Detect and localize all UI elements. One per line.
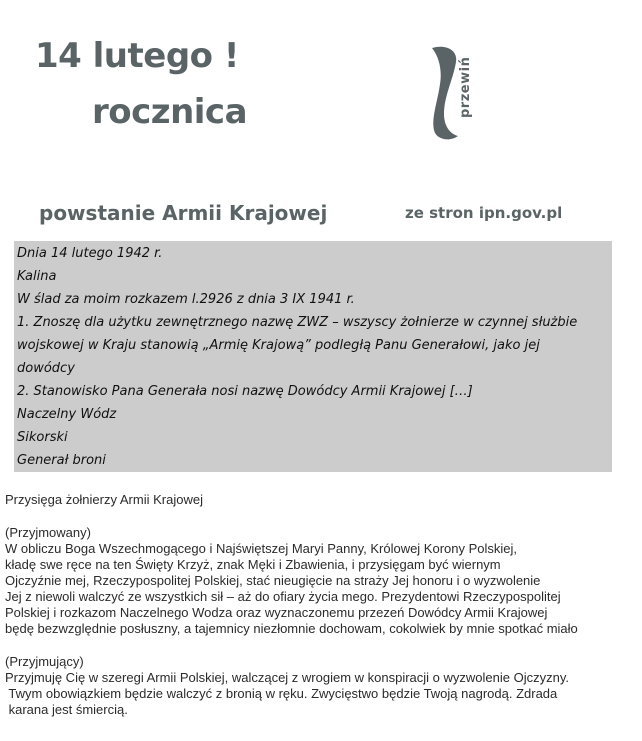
decree-line: Generał broni bbox=[17, 453, 106, 468]
decree-line: Dnia 14 lutego 1942 r. bbox=[17, 246, 163, 261]
receiver-text-line: Przyjmuję Cię w szeregi Armii Polskiej, walczącej z wrogiem w konspiracji o wyzwolenie Ojczyzny. bbox=[5, 670, 569, 685]
decree-line: Naczelny Wódz bbox=[17, 407, 117, 422]
decree-line: 1. Znoszę dla użytku zewnętrznego nazwę ZWZ – wszyscy żołnierze w czynnej służbie bbox=[17, 315, 578, 330]
oath-text-line: Ojczyźnie mej, Rzeczypospolitej Polskiej, stać nieugięcie na straży Jej honoru i o wyzwolenie bbox=[5, 573, 541, 588]
oath-section bbox=[5, 492, 641, 718]
title-line-anniversary: rocznica bbox=[92, 92, 248, 132]
decree-line: Kalina bbox=[17, 269, 57, 284]
title-line-date: 14 lutego ! bbox=[35, 36, 239, 76]
decree-line: Sikorski bbox=[17, 430, 68, 445]
logo-text: przewiń bbox=[458, 56, 473, 118]
oath-text-line: kładę swe ręce na ten Święty Krzyż, znak Męki i Zbawienia, i przysięgam być wiernym bbox=[5, 557, 501, 572]
subtitle: powstanie Armii Krajowej bbox=[39, 201, 328, 225]
decree-line: W ślad za moim rozkazem l.2926 z dnia 3 IX 1941 r. bbox=[17, 292, 355, 307]
oath-text-line: Polskiej i rozkazom Naczelnego Wodza oraz wyznaczonemu przezeń Dowódcy Armii Krajowej bbox=[5, 605, 548, 620]
decree-line: dowódcy bbox=[17, 361, 75, 376]
receiver-text-line: Twym obowiązkiem będzie walczyć z bronią w ręku. Zwycięstwo będzie Twoją nagrodą. Zdrada bbox=[5, 686, 558, 701]
source-note: ze stron ipn.gov.pl bbox=[405, 204, 563, 222]
receiver-text-line: karana jest śmiercią. bbox=[5, 702, 128, 717]
oath-title: Przysięga żołnierzy Armii Krajowej bbox=[5, 492, 203, 507]
receiver-label: (Przyjmujący) bbox=[5, 654, 84, 669]
przewin-logo-icon[interactable] bbox=[420, 44, 490, 144]
decree-box bbox=[14, 241, 612, 472]
oath-text-line: Jej z niewoli walczyć ze wszystkich sił – aż do ofiary życia mego. Prezydentowi Rzeczypospolitej bbox=[5, 589, 561, 604]
oath-text-line: będę bezwzględnie posłuszny, a tajemnicy niezłomnie dochowam, cokolwiek by mnie spotkać miało bbox=[5, 621, 578, 636]
decree-line: wojskowej w Kraju stanowią „Armię Krajową” podległą Panu Generałowi, jako jej bbox=[17, 338, 540, 353]
decree-line: 2. Stanowisko Pana Generała nosi nazwę Dowódcy Armii Krajowej […] bbox=[17, 384, 473, 399]
sworn-label: (Przyjmowany) bbox=[5, 525, 91, 540]
oath-text-line: W obliczu Boga Wszechmogącego i Najświętszej Maryi Panny, Królowej Korony Polskiej, bbox=[5, 541, 518, 556]
